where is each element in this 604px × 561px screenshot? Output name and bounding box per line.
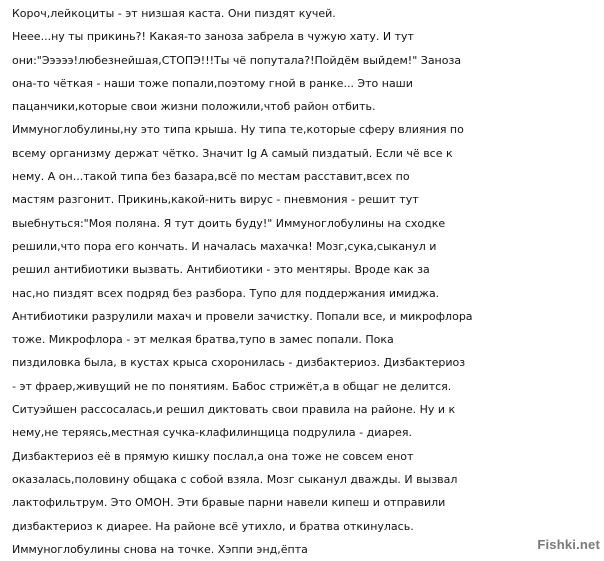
text-line: Ситуэйшен рассосалась,и решил диктовать свои правила на районе. Ну и к — [12, 403, 456, 417]
text-line: Иммуноглобулины снова на точке. Хэппи энд,ёпта — [12, 542, 308, 556]
text-line: выебнуться:"Моя поляна. Я тут доить буду!" Иммуноглобулины на сходке — [12, 216, 446, 230]
text-line: решил антибиотики вызвать. Антибиотики - это ментяры. Вроде как за — [12, 263, 430, 277]
text-line: нему. А он...такой типа без базара,всё по местам расставит,всех по — [12, 170, 410, 184]
text-line: дизбактериоз к диарее. На районе всё утихло, и братва откинулась. — [12, 519, 414, 533]
text-line: мастям разгонит. Прикинь,какой-нить вирус - пневмония - решит тут — [12, 193, 419, 207]
text-line: решили,что пора его кончать. И началась махачка! Мозг,сука,сыканул и — [12, 239, 437, 253]
text-line: пиздиловка была, в кустах крыса схоронилась - дизбактериоз. Дизбактериоз — [12, 356, 466, 370]
text-line: пацанчики,которые свои жизни положили,чтоб район отбить. — [12, 100, 376, 114]
watermark: Fishki.net — [537, 537, 600, 552]
text-line: они:"Эээээ!любезнейшая,СТОПЭ!!!Ты чё попутала?!Пойдём выйдем!" Заноза — [12, 53, 462, 67]
text-line: - эт фраер,живущий не по понятиям. Бабос стрижёт,а в общаг не делится. — [12, 379, 452, 393]
text-line: оказалась,половину общака с собой взяла. Мозг сыканул дважды. И вызвал — [12, 472, 458, 486]
text-line: Короч,лейкоциты - эт низшая каста. Они пиздят кучей. — [12, 7, 336, 20]
text-line: она-то чёткая - наши тоже попали,поэтому гной в ранке... Это наши — [12, 76, 413, 90]
text-line: тоже. Микрофлора - эт мелкая братва,тупо в замес попали. Пока — [12, 333, 394, 347]
text-line: лактофильтрум. Это ОМОН. Эти бравые парни навели кипеш и отправили — [12, 496, 446, 510]
text-line: всему организму держат чётко. Значит Ig A самый пиздатый. Если чё все к — [12, 146, 453, 160]
text-line: Дизбактериоз её в прямую кишку послал,а она тоже не совсем енот — [12, 449, 414, 463]
text-line: нему,не теряясь,местная сучка-клафилинщица подрулила - диарея. — [12, 426, 412, 440]
text-line: нас,но пиздят всех подряд без разбора. Тупо для поддержания имиджа. — [12, 286, 440, 300]
text-line: Иммуноглобулины,ну это типа крыша. Ну типа те,которые сферу влияния по — [12, 123, 464, 137]
text-line: Нееe...ну ты прикинь?! Какая-то заноза забрела в чужую хату. И тут — [12, 30, 414, 44]
text-line: Антибиотики разрулили махач и провели зачистку. Попали все, и микрофлора — [12, 309, 473, 323]
story-text — [12, 2, 604, 561]
